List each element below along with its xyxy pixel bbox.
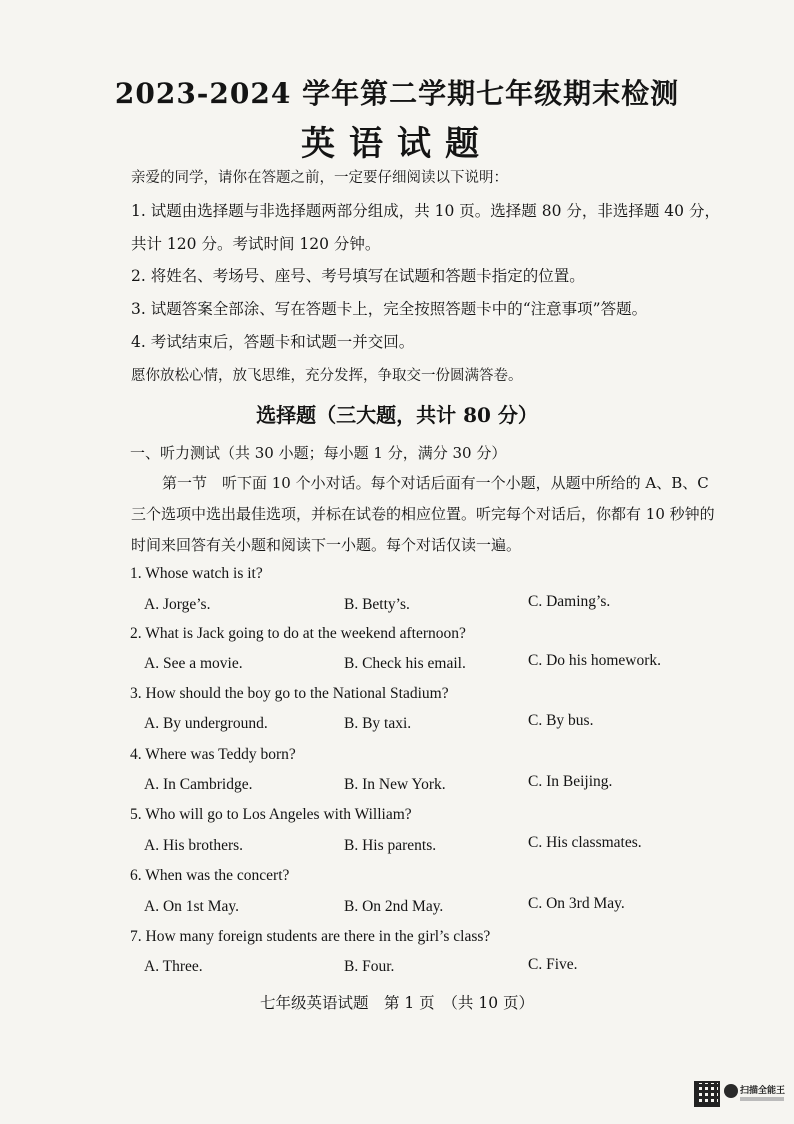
question-4-option-c: C. In Beijing.: [528, 773, 613, 790]
question-1-option-b: B. Betty’s.: [344, 596, 410, 613]
question-4-option-a: A. In Cambridge.: [144, 776, 253, 793]
exam-title: 2023-2024 学年第二学期七年级期末检测: [114, 77, 680, 110]
section-title: 选择题（三大题，共计 80 分）: [256, 403, 538, 427]
instructions-wish: 愿你放松心情，放飞思维，充分发挥，争取交一份圆满答卷。: [131, 368, 523, 384]
question-6-option-a: A. On 1st May.: [144, 898, 240, 915]
question-3-option-b: B. By taxi.: [344, 715, 412, 732]
question-7-option-c: C. Five.: [528, 956, 578, 973]
question-1-option-c: C. Daming’s.: [528, 593, 611, 610]
instruction-item-1-continued: 共计 120 分。考试时间 120 分钟。: [131, 235, 381, 253]
question-2-option-b: B. Check his email.: [344, 655, 466, 672]
question-2-option-c: C. Do his homework.: [528, 652, 662, 669]
instruction-item-2: 2. 将姓名、考场号、座号、考号填写在试题和答题卡指定的位置。: [131, 267, 585, 285]
part-title-listening: 一、听力测试（共 30 小题；每小题 1 分，满分 30 分）: [130, 444, 507, 462]
scanner-logo-icon: [724, 1084, 738, 1098]
directions-line-1: 第一节 听下面 10 个小对话。每个对话后面有一个小题，从题中所给的 A、B、C: [162, 474, 709, 492]
question-5-option-b: B. His parents.: [344, 837, 437, 854]
question-3: 3. How should the boy go to the National Stadium?: [130, 685, 449, 702]
question-7-option-b: B. Four.: [344, 958, 395, 975]
question-6-option-b: B. On 2nd May.: [344, 898, 444, 915]
instruction-item-1: 1. 试题由选择题与非选择题两部分组成，共 10 页。选择题 80 分，非选择题 40 分，: [131, 202, 720, 220]
question-4: 4. Where was Teddy born?: [130, 746, 296, 763]
page-footer: 七年级英语试题 第 1 页 （共 10 页）: [259, 994, 535, 1012]
qr-code-icon: [694, 1081, 720, 1107]
instruction-item-4: 4. 考试结束后，答题卡和试题一并交回。: [131, 333, 415, 351]
question-5: 5. Who will go to Los Angeles with William?: [130, 806, 412, 823]
directions-line-3: 时间来回答有关小题和阅读下一小题。每个对话仅读一遍。: [131, 536, 522, 554]
question-1-option-a: A. Jorge’s.: [144, 596, 211, 613]
question-7-option-a: A. Three.: [144, 958, 203, 975]
scanner-watermark: 扫描全能王: [740, 1086, 786, 1096]
question-2: 2. What is Jack going to do at the weekend afternoon?: [130, 625, 466, 642]
instructions-greeting: 亲爱的同学，请你在答题之前，一定要仔细阅读以下说明：: [131, 170, 508, 186]
subject-title: 英语试题: [301, 124, 493, 164]
watermark-underline: [740, 1097, 784, 1101]
directions-line-2: 三个选项中选出最佳选项，并标在试卷的相应位置。听完每个对话后，你都有 10 秒钟的: [131, 505, 715, 523]
question-3-option-a: A. By underground.: [144, 715, 268, 732]
question-1: 1. Whose watch is it?: [130, 565, 263, 582]
question-5-option-a: A. His brothers.: [144, 837, 244, 854]
question-2-option-a: A. See a movie.: [144, 655, 243, 672]
question-4-option-b: B. In New York.: [344, 776, 446, 793]
question-5-option-c: C. His classmates.: [528, 834, 642, 851]
question-6-option-c: C. On 3rd May.: [528, 895, 625, 912]
instruction-item-3: 3. 试题答案全部涂、写在答题卡上，完全按照答题卡中的“注意事项”答题。: [131, 300, 648, 318]
question-3-option-c: C. By bus.: [528, 712, 594, 729]
question-7: 7. How many foreign students are there in the girl’s class?: [130, 928, 491, 945]
question-6: 6. When was the concert?: [130, 867, 290, 884]
